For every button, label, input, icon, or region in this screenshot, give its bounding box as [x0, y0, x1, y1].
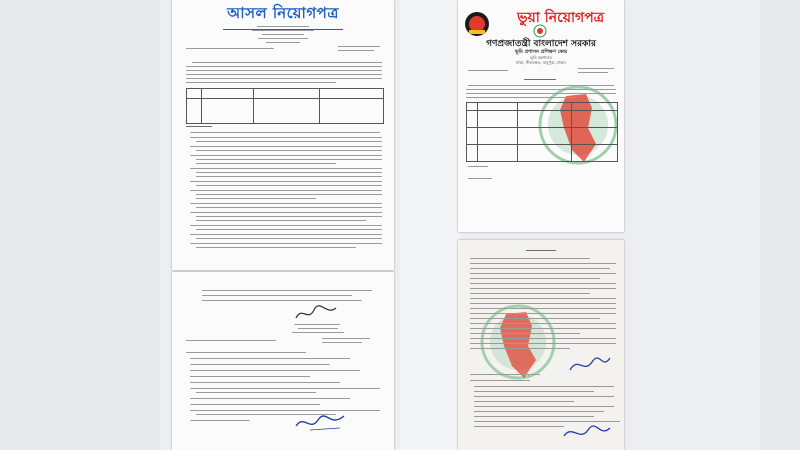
right-margin — [760, 0, 800, 450]
body-line — [186, 70, 382, 71]
condition-line — [196, 198, 316, 199]
real-letter-page-2 — [172, 272, 394, 450]
condition-line — [470, 328, 616, 329]
condition-line — [196, 207, 382, 208]
copy-line — [190, 376, 310, 377]
condition-line — [470, 283, 616, 284]
office-address: ঢাকা, নীলক্ষেত, বাবুপুরা, ঢাকা। — [516, 60, 566, 65]
condition-line — [196, 176, 382, 177]
fake-letter-page-2 — [458, 240, 624, 450]
copy-line — [474, 386, 614, 387]
body-line — [186, 74, 382, 75]
condition-line — [470, 273, 616, 274]
condition-line — [196, 194, 382, 195]
signatory-line — [298, 328, 338, 329]
copy-line — [196, 392, 316, 393]
condition-line — [202, 300, 362, 301]
ministry-name: ভূমি মন্ত্রণালয় — [530, 55, 552, 60]
condition-line — [196, 216, 382, 217]
org-line — [257, 26, 309, 27]
copy-line — [190, 388, 380, 389]
condition-line — [196, 159, 382, 160]
copy-line — [474, 396, 614, 397]
copy-line — [190, 410, 380, 411]
condition-line — [196, 150, 382, 151]
copy-line — [474, 391, 594, 392]
org-line — [252, 30, 314, 31]
position-table — [186, 88, 384, 124]
condition-line — [470, 298, 616, 299]
condition-line — [470, 333, 580, 334]
ref-line — [186, 48, 274, 49]
date-line — [322, 342, 362, 343]
copy-line — [190, 370, 360, 371]
copy-line — [186, 352, 306, 353]
ref-line — [468, 70, 508, 71]
condition-line — [470, 288, 616, 289]
condition-line — [196, 163, 336, 164]
blue-signature-icon — [290, 408, 350, 436]
condition-line — [470, 323, 616, 324]
real-letter-title: আসল নিয়োগপত্র — [172, 2, 394, 30]
condition-line — [470, 313, 616, 314]
condition-line — [196, 220, 366, 221]
copy-line — [190, 398, 350, 399]
condition-line — [470, 263, 616, 264]
condition-line — [470, 258, 590, 259]
ref-line — [186, 340, 276, 341]
signatory-line — [468, 178, 492, 179]
condition-line — [190, 181, 382, 182]
officer-signature-icon — [292, 302, 342, 324]
condition-line — [190, 203, 382, 204]
condition-line — [202, 290, 372, 291]
government-emblem-watermark-icon — [476, 290, 560, 394]
signatory-line — [294, 324, 340, 325]
date-line — [578, 68, 614, 69]
condition-line — [470, 348, 570, 349]
org-line — [262, 34, 304, 35]
fake-position-table — [466, 102, 618, 162]
body-line — [186, 82, 336, 83]
condition-line — [470, 268, 610, 269]
body-line — [466, 89, 616, 90]
condition-line — [190, 212, 382, 213]
copy-line — [470, 380, 530, 381]
date-line — [578, 72, 608, 73]
date-line — [338, 50, 374, 51]
condition-line — [190, 137, 382, 138]
condition-line — [190, 146, 382, 147]
body-line — [186, 78, 382, 79]
condition-line — [470, 293, 590, 294]
date-line — [338, 46, 380, 47]
blue-signature-icon — [558, 420, 614, 446]
condition-line — [202, 295, 352, 296]
subject-line — [524, 79, 556, 80]
conditions-heading — [526, 250, 556, 251]
condition-line — [470, 338, 616, 339]
government-heading: গণপ্রজাতন্ত্রী বাংলাদেশ সরকার — [486, 39, 596, 49]
fake-letter-page-1 — [458, 0, 624, 232]
copy-line — [474, 406, 614, 407]
signatory-line — [292, 332, 344, 333]
condition-line — [190, 234, 382, 235]
condition-line — [196, 238, 382, 239]
copy-line — [190, 420, 250, 421]
copy-line — [474, 426, 564, 427]
condition-line — [470, 318, 600, 319]
condition-line — [470, 343, 616, 344]
copy-line — [474, 401, 574, 402]
condition-line — [196, 247, 356, 248]
org-line — [266, 42, 300, 43]
condition-line — [470, 303, 616, 304]
fake-letter-title: ভুয়া নিয়োগপত্র — [517, 10, 604, 26]
condition-line — [196, 172, 382, 173]
body-line — [466, 97, 576, 98]
copy-line — [190, 382, 340, 383]
copy-line — [190, 404, 320, 405]
signatory-line — [468, 166, 488, 167]
condition-line — [196, 185, 382, 186]
ref-line — [470, 374, 540, 375]
real-letter-page-1 — [172, 0, 394, 270]
condition-line — [190, 190, 382, 191]
condition-line — [190, 225, 382, 226]
condition-line — [470, 308, 616, 309]
left-margin — [0, 0, 160, 450]
center-gap — [400, 0, 460, 450]
body-line — [468, 85, 614, 86]
body-line — [192, 62, 382, 63]
conditions-heading — [186, 126, 212, 127]
copy-line — [190, 358, 350, 359]
body-line — [186, 66, 382, 67]
office-name: ভূমি প্রশাসন প্রশিক্ষণ কেন্দ্র — [514, 49, 568, 55]
condition-line — [190, 243, 382, 244]
blue-signature-icon — [566, 352, 614, 378]
date-line — [322, 338, 370, 339]
condition-line — [190, 155, 382, 156]
copy-line — [474, 411, 604, 412]
condition-line — [470, 278, 600, 279]
copy-line — [474, 416, 594, 417]
body-line — [466, 93, 616, 94]
org-line — [258, 38, 308, 39]
condition-line — [196, 229, 382, 230]
condition-line — [190, 168, 382, 169]
condition-line — [196, 141, 382, 142]
condition-line — [190, 132, 380, 133]
copy-line — [190, 364, 330, 365]
